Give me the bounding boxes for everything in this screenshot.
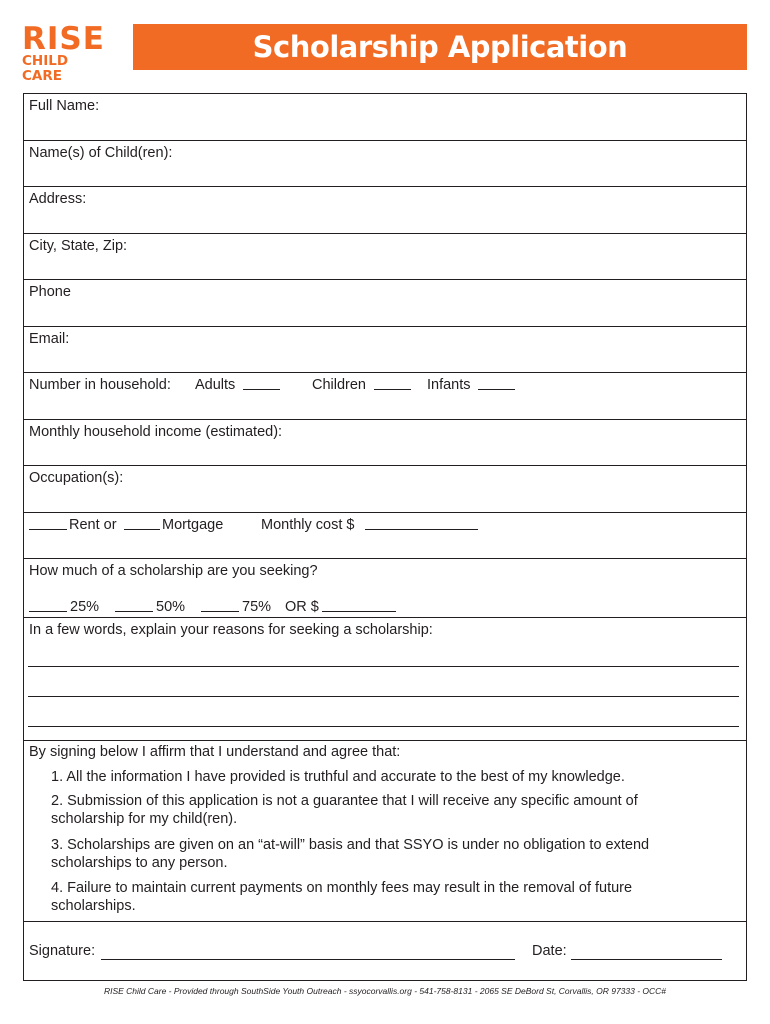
- occupations-label: Occupation(s):: [29, 470, 124, 486]
- row-household: [24, 373, 746, 420]
- or-amount-blank[interactable]: [322, 599, 396, 612]
- explain-line-3[interactable]: [28, 726, 739, 727]
- row-explain: [24, 618, 746, 741]
- row-full-name[interactable]: [24, 94, 746, 141]
- email-label: Email:: [29, 331, 70, 347]
- signature-line[interactable]: [101, 959, 515, 960]
- mortgage-label: Mortgage: [162, 517, 224, 533]
- address-label: Address:: [29, 191, 87, 207]
- row-phone[interactable]: [24, 280, 746, 327]
- children-label: Children: [312, 377, 366, 393]
- page-title: Scholarship Application: [252, 30, 628, 64]
- mortgage-blank[interactable]: [124, 517, 160, 530]
- monthly-cost-blank[interactable]: [365, 517, 478, 530]
- monthly-income-label: Monthly household income (estimated):: [29, 424, 283, 440]
- row-terms: [24, 741, 746, 922]
- explain-label: In a few words, explain your reasons for seeking a scholarship:: [29, 622, 433, 638]
- row-children-names[interactable]: [24, 141, 746, 187]
- pct-25-blank[interactable]: [29, 599, 67, 612]
- infants-label: Infants: [427, 377, 471, 393]
- row-signature: [24, 922, 746, 980]
- adults-blank[interactable]: [243, 377, 280, 390]
- pct-75-label: 75%: [242, 599, 272, 615]
- phone-label: Phone: [29, 284, 71, 300]
- pct-75-blank[interactable]: [201, 599, 239, 612]
- or-amount-label: OR $: [285, 599, 319, 615]
- city-state-zip-label: City, State, Zip:: [29, 238, 128, 254]
- scholarship-question: How much of a scholarship are you seeking?: [29, 563, 318, 579]
- monthly-cost-label: Monthly cost $: [261, 517, 355, 533]
- full-name-label: Full Name:: [29, 98, 100, 114]
- date-line[interactable]: [571, 959, 722, 960]
- rise-logo: [22, 21, 112, 84]
- logo-rise-text: RISE: [22, 21, 105, 57]
- rent-label: Rent or: [69, 517, 117, 533]
- logo-child-care-text: CHILD CARE: [22, 53, 69, 84]
- row-monthly-income[interactable]: [24, 420, 746, 466]
- infants-blank[interactable]: [478, 377, 515, 390]
- row-address[interactable]: [24, 187, 746, 234]
- explain-line-1[interactable]: [28, 666, 739, 667]
- pct-50-label: 50%: [156, 599, 186, 615]
- adults-label: Adults: [195, 377, 236, 393]
- pct-25-label: 25%: [70, 599, 100, 615]
- terms-item-4: 4. Failure to maintain current payments on monthly fees may result in the removal of future scholarships.: [51, 880, 633, 914]
- terms-item-3: 3. Scholarships are given on an “at-will” basis and that SSYO is under no obligation to extend scholarships to any person.: [51, 837, 650, 871]
- date-label: Date:: [532, 943, 567, 959]
- pct-50-blank[interactable]: [115, 599, 153, 612]
- footer-text: RISE Child Care - Provided through SouthSide Youth Outreach - ssyocorvallis.org - 541-758-8131 - 2065 SE DeBord St, Corvallis, OR 97333 - OCC#: [103, 986, 667, 996]
- terms-item-1: 1. All the information I have provided is truthful and accurate to the best of my knowledge.: [51, 769, 625, 785]
- row-scholarship-amount: [24, 559, 746, 618]
- application-form: [23, 93, 747, 981]
- row-occupations[interactable]: [24, 466, 746, 513]
- terms-intro: By signing below I affirm that I understand and agree that:: [29, 744, 401, 760]
- children-names-label: Name(s) of Child(ren):: [29, 145, 173, 161]
- row-email[interactable]: [24, 327, 746, 373]
- signature-label: Signature:: [29, 943, 96, 959]
- terms-item-2: 2. Submission of this application is not a guarantee that I will receive any specific amount of scholarship for my child(ren).: [51, 793, 638, 827]
- row-housing: [24, 513, 746, 559]
- household-label: Number in household:: [29, 377, 171, 393]
- rent-blank[interactable]: [29, 517, 67, 530]
- children-blank[interactable]: [374, 377, 411, 390]
- title-bar: [133, 24, 747, 70]
- row-city-state-zip[interactable]: [24, 234, 746, 280]
- explain-line-2[interactable]: [28, 696, 739, 697]
